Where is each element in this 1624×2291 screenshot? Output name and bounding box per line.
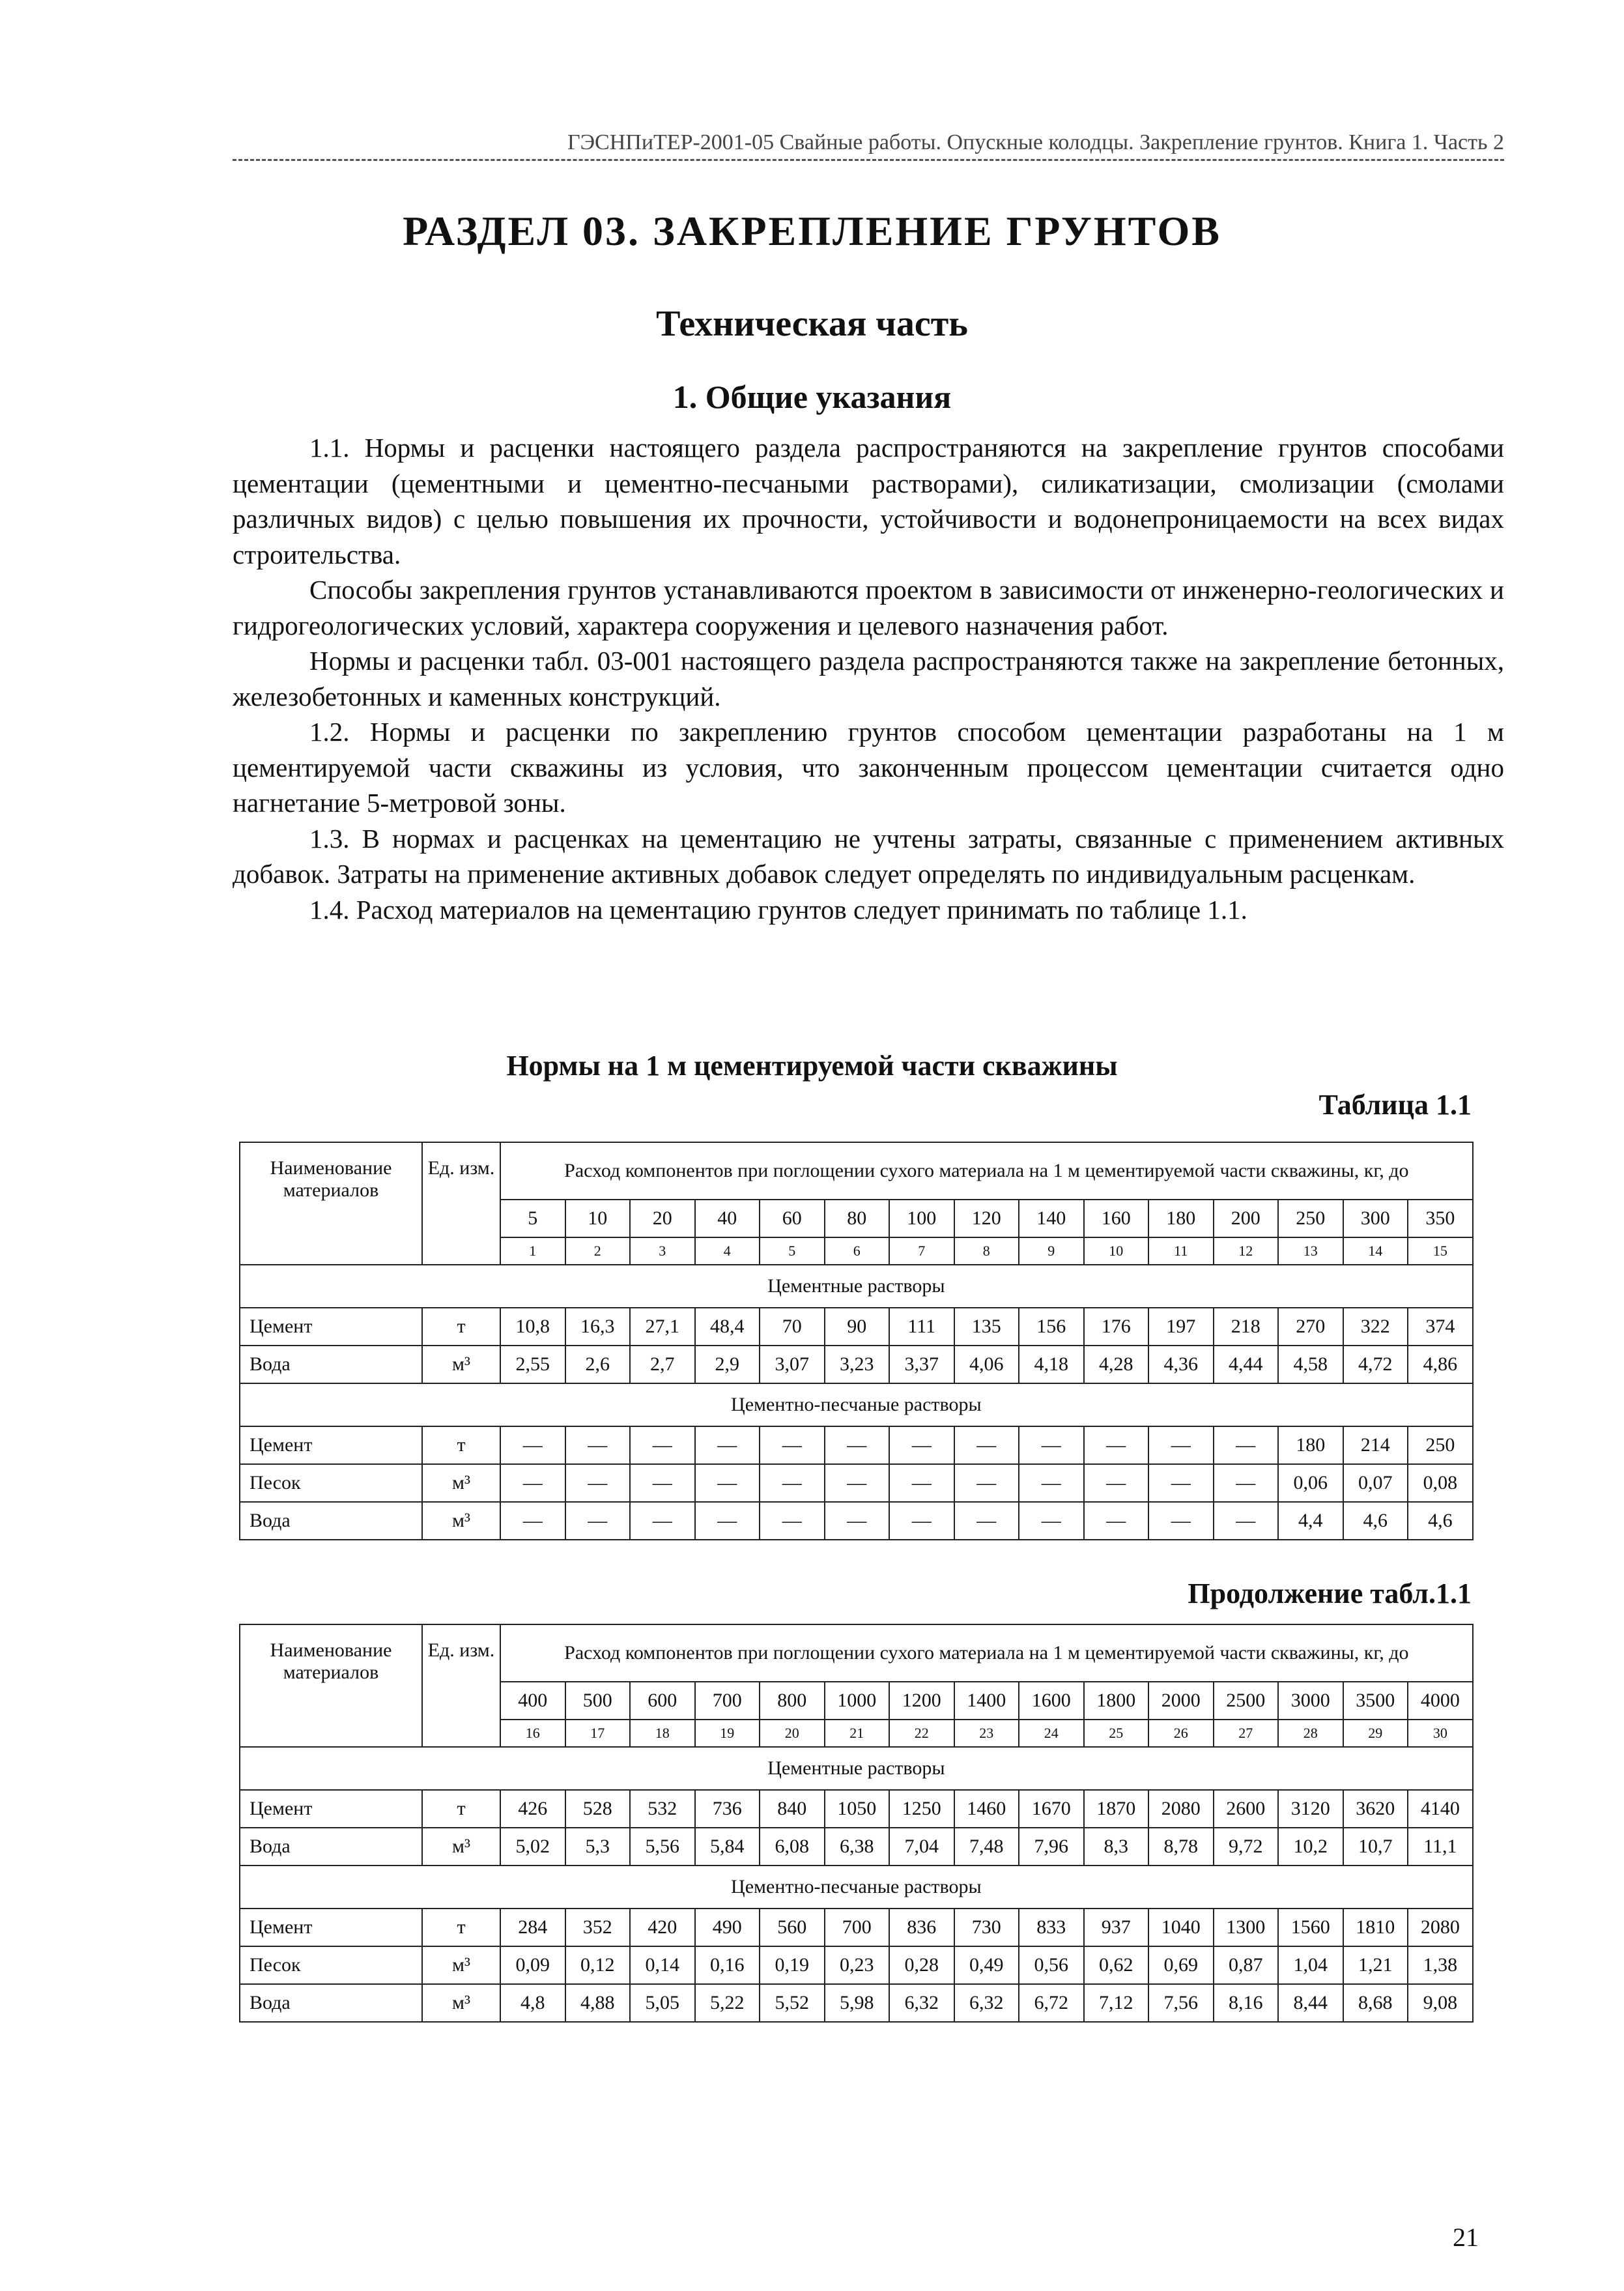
value-cell: — xyxy=(1084,1426,1149,1464)
value-cell: 4,18 xyxy=(1019,1346,1084,1383)
value-cell: — xyxy=(1019,1502,1084,1540)
table-row xyxy=(240,1346,1473,1383)
value-cell: 7,96 xyxy=(1019,1828,1084,1866)
value-cell: 8,3 xyxy=(1084,1828,1149,1866)
value-cell: — xyxy=(500,1426,565,1464)
section-row xyxy=(240,1866,1473,1909)
value-cell: 8,68 xyxy=(1343,1984,1408,2022)
value-cell: 700 xyxy=(825,1909,890,1946)
paragraph: 1.2. Нормы и расценки по закреплению грунтов способом цементации разработаны на 1 м цементируемой части скважины из условия, что законченным процессом цементации считается одно нагнетание 5-метровой зоны. xyxy=(233,717,1504,818)
value-cell: 0,09 xyxy=(500,1946,565,1984)
value-cell: 176 xyxy=(1084,1308,1149,1346)
value-cell: 0,14 xyxy=(630,1946,695,1984)
value-cell: 8,78 xyxy=(1148,1828,1214,1866)
value-cell: 7,12 xyxy=(1084,1984,1149,2022)
material-name-cell: Цемент xyxy=(240,1426,422,1464)
column-index-cell: 10 xyxy=(1084,1237,1149,1265)
value-cell: — xyxy=(825,1426,890,1464)
section-row xyxy=(240,1747,1473,1790)
kg-value-cell: 4000 xyxy=(1408,1682,1473,1720)
value-cell: 218 xyxy=(1214,1308,1279,1346)
column-index-cell: 25 xyxy=(1084,1720,1149,1747)
kg-value-cell: 1600 xyxy=(1019,1682,1084,1720)
value-cell: — xyxy=(565,1502,631,1540)
value-cell: — xyxy=(565,1464,631,1502)
value-cell: 5,3 xyxy=(565,1828,631,1866)
value-cell: 4,06 xyxy=(954,1346,1019,1383)
kg-value-cell: 140 xyxy=(1019,1200,1084,1237)
value-cell: — xyxy=(954,1426,1019,1464)
kg-value-cell: 600 xyxy=(630,1682,695,1720)
value-cell: 197 xyxy=(1148,1308,1214,1346)
value-cell: 2,7 xyxy=(630,1346,695,1383)
value-cell: 322 xyxy=(1343,1308,1408,1346)
value-cell: 180 xyxy=(1278,1426,1343,1464)
value-cell: 3120 xyxy=(1278,1790,1343,1828)
kg-value-cell: 40 xyxy=(695,1200,760,1237)
column-index-cell: 29 xyxy=(1343,1720,1408,1747)
unit-cell: м³ xyxy=(422,1984,500,2022)
table-row xyxy=(240,1502,1473,1540)
column-index-cell: 24 xyxy=(1019,1720,1084,1747)
value-cell: — xyxy=(954,1464,1019,1502)
value-cell: — xyxy=(954,1502,1019,1540)
kg-value-cell: 1000 xyxy=(825,1682,890,1720)
value-cell: — xyxy=(889,1426,954,1464)
value-cell: 4,86 xyxy=(1408,1346,1473,1383)
kg-value-cell: 3000 xyxy=(1278,1682,1343,1720)
value-cell: 11,1 xyxy=(1408,1828,1473,1866)
value-cell: 3620 xyxy=(1343,1790,1408,1828)
value-cell: — xyxy=(825,1464,890,1502)
value-cell: — xyxy=(760,1426,825,1464)
value-cell: — xyxy=(1019,1426,1084,1464)
value-cell: 9,08 xyxy=(1408,1984,1473,2022)
column-index-cell: 23 xyxy=(954,1720,1019,1747)
value-cell: 1250 xyxy=(889,1790,954,1828)
value-cell: 5,22 xyxy=(695,1984,760,2022)
value-cell: 3,07 xyxy=(760,1346,825,1383)
value-cell: — xyxy=(630,1502,695,1540)
value-cell: 5,56 xyxy=(630,1828,695,1866)
value-cell: 833 xyxy=(1019,1909,1084,1946)
kg-value-cell: 160 xyxy=(1084,1200,1149,1237)
section-title-cell: Цементно-песчаные растворы xyxy=(240,1866,1473,1909)
value-cell: 0,19 xyxy=(760,1946,825,1984)
column-index-cell: 1 xyxy=(500,1237,565,1265)
value-cell: 836 xyxy=(889,1909,954,1946)
kg-value-cell: 800 xyxy=(760,1682,825,1720)
technical-part-heading: Техническая часть xyxy=(656,304,968,344)
kg-value-cell: 80 xyxy=(825,1200,890,1237)
unit-cell: т xyxy=(422,1909,500,1946)
value-cell: 4,28 xyxy=(1084,1346,1149,1383)
column-index-cell: 4 xyxy=(695,1237,760,1265)
value-cell: 2600 xyxy=(1214,1790,1279,1828)
running-header: ГЭСНПиТЕР-2001-05 Свайные работы. Опускные колодцы. Закрепление грунтов. Книга 1. Часть 2 xyxy=(233,130,1504,161)
material-name-cell: Цемент xyxy=(240,1909,422,1946)
value-cell: 0,23 xyxy=(825,1946,890,1984)
table-row xyxy=(240,1984,1473,2022)
kg-value-cell: 180 xyxy=(1148,1200,1214,1237)
column-index-cell: 18 xyxy=(630,1720,695,1747)
value-cell: 4,72 xyxy=(1343,1346,1408,1383)
value-cell: 2,9 xyxy=(695,1346,760,1383)
value-cell: — xyxy=(1148,1426,1214,1464)
value-cell: — xyxy=(630,1426,695,1464)
value-cell: 8,16 xyxy=(1214,1984,1279,2022)
kg-value-cell: 400 xyxy=(500,1682,565,1720)
column-index-cell: 20 xyxy=(760,1720,825,1747)
value-cell: 135 xyxy=(954,1308,1019,1346)
value-cell: 90 xyxy=(825,1308,890,1346)
value-cell: 5,02 xyxy=(500,1828,565,1866)
value-cell: 0,28 xyxy=(889,1946,954,1984)
column-index-cell: 13 xyxy=(1278,1237,1343,1265)
kg-value-cell: 5 xyxy=(500,1200,565,1237)
value-cell: 156 xyxy=(1019,1308,1084,1346)
unit-cell: м³ xyxy=(422,1464,500,1502)
value-cell: 352 xyxy=(565,1909,631,1946)
table-caption: Нормы на 1 м цементируемой части скважины xyxy=(506,1050,1118,1082)
table-1-label: Таблица 1.1 xyxy=(1318,1089,1472,1121)
value-cell: — xyxy=(825,1502,890,1540)
value-cell: 490 xyxy=(695,1909,760,1946)
value-cell: 736 xyxy=(695,1790,760,1828)
value-cell: 0,49 xyxy=(954,1946,1019,1984)
material-name-cell: Вода xyxy=(240,1828,422,1866)
value-cell: 4,58 xyxy=(1278,1346,1343,1383)
value-cell: 1560 xyxy=(1278,1909,1343,1946)
value-cell: — xyxy=(1019,1464,1084,1502)
value-cell: 0,16 xyxy=(695,1946,760,1984)
value-cell: — xyxy=(565,1426,631,1464)
value-cell: 1,38 xyxy=(1408,1946,1473,1984)
value-cell: — xyxy=(500,1502,565,1540)
material-name-cell: Вода xyxy=(240,1346,422,1383)
table-2-label: Продолжение табл.1.1 xyxy=(1188,1578,1472,1609)
column-index-cell: 28 xyxy=(1278,1720,1343,1747)
value-cell: — xyxy=(1214,1426,1279,1464)
unit-cell: м³ xyxy=(422,1346,500,1383)
column-index-cell: 11 xyxy=(1148,1237,1214,1265)
column-index-cell: 3 xyxy=(630,1237,695,1265)
page-number: 21 xyxy=(1453,2223,1479,2252)
value-cell: 4140 xyxy=(1408,1790,1473,1828)
value-cell: 0,06 xyxy=(1278,1464,1343,1502)
value-cell: — xyxy=(1148,1464,1214,1502)
column-index-cell: 5 xyxy=(760,1237,825,1265)
column-index-cell: 19 xyxy=(695,1720,760,1747)
value-cell: 270 xyxy=(1278,1308,1343,1346)
material-name-cell: Песок xyxy=(240,1464,422,1502)
column-index-cell: 17 xyxy=(565,1720,631,1747)
value-cell: 214 xyxy=(1343,1426,1408,1464)
value-cell: 1810 xyxy=(1343,1909,1408,1946)
column-header-consumption: Расход компонентов при поглощении сухого материала на 1 м цементируемой части скважины, кг, до xyxy=(500,1624,1473,1682)
value-cell: 6,32 xyxy=(954,1984,1019,2022)
value-cell: 7,04 xyxy=(889,1828,954,1866)
value-cell: — xyxy=(1214,1502,1279,1540)
value-cell: 4,6 xyxy=(1408,1502,1473,1540)
table-row xyxy=(240,1790,1473,1828)
value-cell: 7,56 xyxy=(1148,1984,1214,2022)
value-cell: 4,36 xyxy=(1148,1346,1214,1383)
value-cell: 48,4 xyxy=(695,1308,760,1346)
kg-value-cell: 2500 xyxy=(1214,1682,1279,1720)
value-cell: 560 xyxy=(760,1909,825,1946)
value-cell: 0,62 xyxy=(1084,1946,1149,1984)
value-cell: 4,4 xyxy=(1278,1502,1343,1540)
value-cell: 3,23 xyxy=(825,1346,890,1383)
value-cell: — xyxy=(695,1502,760,1540)
table-row xyxy=(240,1464,1473,1502)
column-index-cell: 15 xyxy=(1408,1237,1473,1265)
value-cell: — xyxy=(630,1464,695,1502)
value-cell: — xyxy=(760,1502,825,1540)
value-cell: 1460 xyxy=(954,1790,1019,1828)
unit-cell: м³ xyxy=(422,1828,500,1866)
value-cell: 0,08 xyxy=(1408,1464,1473,1502)
kg-value-cell: 3500 xyxy=(1343,1682,1408,1720)
value-cell: 250 xyxy=(1408,1426,1473,1464)
value-cell: 4,8 xyxy=(500,1984,565,2022)
value-cell: — xyxy=(1214,1464,1279,1502)
value-cell: 0,87 xyxy=(1214,1946,1279,1984)
column-index-cell: 16 xyxy=(500,1720,565,1747)
kg-value-cell: 1800 xyxy=(1084,1682,1149,1720)
value-cell: 5,98 xyxy=(825,1984,890,2022)
value-cell: 10,8 xyxy=(500,1308,565,1346)
norms-table-1 xyxy=(239,1142,1474,1540)
value-cell: — xyxy=(695,1464,760,1502)
value-cell: 1300 xyxy=(1214,1909,1279,1946)
value-cell: 5,84 xyxy=(695,1828,760,1866)
kg-value-cell: 1400 xyxy=(954,1682,1019,1720)
value-cell: 426 xyxy=(500,1790,565,1828)
paragraph: 1.4. Расход материалов на цементацию грунтов следует принимать по таблице 1.1. xyxy=(309,894,1247,925)
kg-value-cell: 350 xyxy=(1408,1200,1473,1237)
unit-cell: т xyxy=(422,1790,500,1828)
section-row xyxy=(240,1383,1473,1426)
value-cell: 1,21 xyxy=(1343,1946,1408,1984)
value-cell: — xyxy=(695,1426,760,1464)
general-instructions-heading: 1. Общие указания xyxy=(672,379,952,415)
kg-value-cell: 60 xyxy=(760,1200,825,1237)
value-cell: 3,37 xyxy=(889,1346,954,1383)
value-cell: 16,3 xyxy=(565,1308,631,1346)
column-index-cell: 12 xyxy=(1214,1237,1279,1265)
material-name-cell: Цемент xyxy=(240,1308,422,1346)
value-cell: 840 xyxy=(760,1790,825,1828)
value-cell: 1040 xyxy=(1148,1909,1214,1946)
section-title-cell: Цементно-песчаные растворы xyxy=(240,1383,1473,1426)
paragraph: 1.3. В нормах и расценках на цементацию не учтены затраты, связанные с применением активных добавок. Затраты на применение активных добавок следует определять по индивидуальным расценкам. xyxy=(233,823,1504,889)
table-row xyxy=(240,1426,1473,1464)
value-cell: 70 xyxy=(760,1308,825,1346)
paragraph: 1.1. Нормы и расценки настоящего раздела распространяются на закрепление грунтов способами цементации (цементными и цементно-песчаными растворами), силикатизации, смолизации (смолами различных видов) с целью повышения их прочности, устойчивости и водонепроницаемости на всех видах строительства. xyxy=(233,433,1504,569)
value-cell: 1050 xyxy=(825,1790,890,1828)
kg-value-cell: 2000 xyxy=(1148,1682,1214,1720)
section-title-cell: Цементные растворы xyxy=(240,1747,1473,1790)
unit-cell: т xyxy=(422,1308,500,1346)
value-cell: 0,56 xyxy=(1019,1946,1084,1984)
unit-cell: м³ xyxy=(422,1946,500,1984)
value-cell: 4,88 xyxy=(565,1984,631,2022)
value-cell: — xyxy=(760,1464,825,1502)
column-index-cell: 30 xyxy=(1408,1720,1473,1747)
value-cell: — xyxy=(889,1464,954,1502)
material-name-cell: Вода xyxy=(240,1984,422,2022)
value-cell: 5,52 xyxy=(760,1984,825,2022)
value-cell: 6,08 xyxy=(760,1828,825,1866)
column-header-name: Наименование материалов xyxy=(240,1142,422,1265)
value-cell: 1870 xyxy=(1084,1790,1149,1828)
section-row xyxy=(240,1265,1473,1308)
value-cell: 1,04 xyxy=(1278,1946,1343,1984)
table-row xyxy=(240,1909,1473,1946)
paragraph: Способы закрепления грунтов устанавливаются проектом в зависимости от инженерно-геологических и гидрогеологических условий, характера сооружения и целевого назначения работ. xyxy=(233,575,1504,641)
column-index-cell: 27 xyxy=(1214,1720,1279,1747)
value-cell: 284 xyxy=(500,1909,565,1946)
value-cell: 8,44 xyxy=(1278,1984,1343,2022)
value-cell: 5,05 xyxy=(630,1984,695,2022)
value-cell: 6,72 xyxy=(1019,1984,1084,2022)
value-cell: 2080 xyxy=(1408,1909,1473,1946)
table-row xyxy=(240,1828,1473,1866)
body-text xyxy=(233,430,1504,927)
value-cell: 374 xyxy=(1408,1308,1473,1346)
value-cell: 7,48 xyxy=(954,1828,1019,1866)
value-cell: 111 xyxy=(889,1308,954,1346)
value-cell: 528 xyxy=(565,1790,631,1828)
value-cell: 27,1 xyxy=(630,1308,695,1346)
value-cell: 2080 xyxy=(1148,1790,1214,1828)
unit-cell: т xyxy=(422,1426,500,1464)
value-cell: 6,38 xyxy=(825,1828,890,1866)
column-index-cell: 14 xyxy=(1343,1237,1408,1265)
column-index-cell: 21 xyxy=(825,1720,890,1747)
value-cell: 0,07 xyxy=(1343,1464,1408,1502)
material-name-cell: Цемент xyxy=(240,1790,422,1828)
column-index-cell: 8 xyxy=(954,1237,1019,1265)
value-cell: — xyxy=(500,1464,565,1502)
kg-value-cell: 200 xyxy=(1214,1200,1279,1237)
value-cell: 10,2 xyxy=(1278,1828,1343,1866)
value-cell: 4,44 xyxy=(1214,1346,1279,1383)
value-cell: — xyxy=(1084,1464,1149,1502)
value-cell: 420 xyxy=(630,1909,695,1946)
value-cell: — xyxy=(1084,1502,1149,1540)
column-header-name: Наименование материалов xyxy=(240,1624,422,1747)
kg-value-cell: 10 xyxy=(565,1200,631,1237)
material-name-cell: Вода xyxy=(240,1502,422,1540)
header-row xyxy=(240,1624,1473,1682)
kg-value-cell: 250 xyxy=(1278,1200,1343,1237)
kg-value-cell: 700 xyxy=(695,1682,760,1720)
column-header-consumption: Расход компонентов при поглощении сухого материала на 1 м цементируемой части скважины, кг, до xyxy=(500,1142,1473,1200)
kg-value-cell: 1200 xyxy=(889,1682,954,1720)
value-cell: 10,7 xyxy=(1343,1828,1408,1866)
kg-value-cell: 20 xyxy=(630,1200,695,1237)
value-cell: 4,6 xyxy=(1343,1502,1408,1540)
kg-value-cell: 100 xyxy=(889,1200,954,1237)
value-cell: 0,69 xyxy=(1148,1946,1214,1984)
column-index-cell: 7 xyxy=(889,1237,954,1265)
value-cell: 2,55 xyxy=(500,1346,565,1383)
kg-value-cell: 500 xyxy=(565,1682,631,1720)
column-index-cell: 2 xyxy=(565,1237,631,1265)
table-row xyxy=(240,1308,1473,1346)
column-index-cell: 22 xyxy=(889,1720,954,1747)
header-row xyxy=(240,1142,1473,1200)
value-cell: 0,12 xyxy=(565,1946,631,1984)
table-row xyxy=(240,1946,1473,1984)
column-index-cell: 26 xyxy=(1148,1720,1214,1747)
value-cell: 2,6 xyxy=(565,1346,631,1383)
paragraph: Нормы и расценки табл. 03-001 настоящего раздела распространяются также на закрепление бетонных, железобетонных и каменных конструкций. xyxy=(233,646,1504,712)
norms-table-2 xyxy=(239,1624,1474,2023)
column-index-cell: 6 xyxy=(825,1237,890,1265)
value-cell: — xyxy=(889,1502,954,1540)
value-cell: 1670 xyxy=(1019,1790,1084,1828)
section-title: РАЗДЕЛ 03. ЗАКРЕПЛЕНИЕ ГРУНТОВ xyxy=(403,208,1221,254)
section-title-cell: Цементные растворы xyxy=(240,1265,1473,1308)
value-cell: — xyxy=(1148,1502,1214,1540)
material-name-cell: Песок xyxy=(240,1946,422,1984)
value-cell: 532 xyxy=(630,1790,695,1828)
kg-value-cell: 300 xyxy=(1343,1200,1408,1237)
value-cell: 9,72 xyxy=(1214,1828,1279,1866)
column-index-cell: 9 xyxy=(1019,1237,1084,1265)
column-header-unit: Ед. изм. xyxy=(422,1142,500,1265)
value-cell: 6,32 xyxy=(889,1984,954,2022)
value-cell: 937 xyxy=(1084,1909,1149,1946)
value-cell: 730 xyxy=(954,1909,1019,1946)
kg-value-cell: 120 xyxy=(954,1200,1019,1237)
unit-cell: м³ xyxy=(422,1502,500,1540)
column-header-unit: Ед. изм. xyxy=(422,1624,500,1747)
